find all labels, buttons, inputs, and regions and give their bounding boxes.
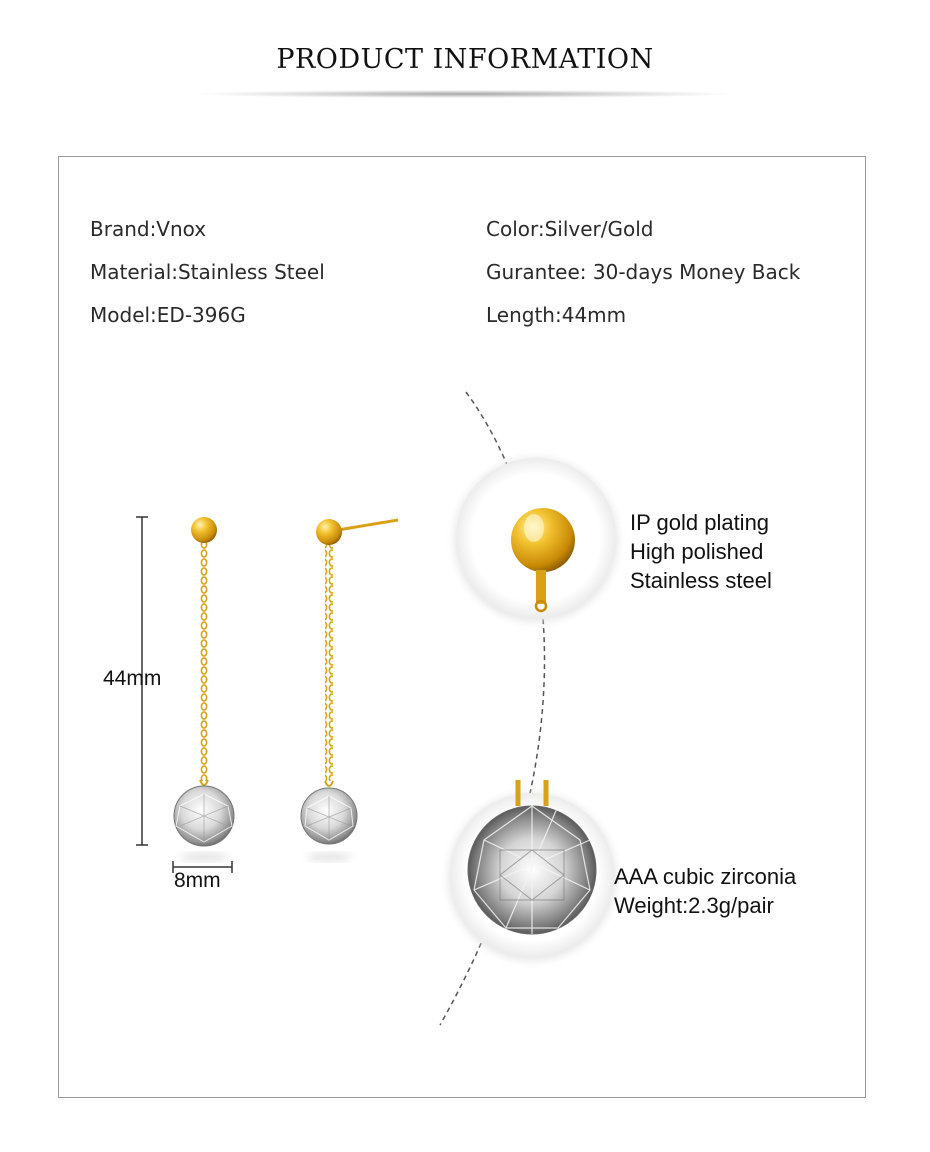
plating-callout-line2: High polished — [630, 539, 764, 564]
plating-callout — [630, 508, 772, 595]
width-dimension-label: 8mm — [174, 869, 221, 892]
earring-side — [301, 519, 398, 861]
stone-callout-line1: AAA cubic zirconia — [614, 864, 797, 889]
detail-circle-plating — [454, 458, 618, 622]
spec-color: Color:Silver/Gold — [486, 217, 654, 241]
stone-callout-line2: Weight:2.3g/pair — [614, 893, 774, 918]
stone-callout — [614, 862, 796, 920]
spec-guarantee: Gurantee: 30-days Money Back — [486, 260, 801, 284]
length-dimension-label: 44mm — [103, 667, 162, 690]
detail-circle-stone — [448, 780, 616, 961]
plating-callout-line3: Stainless steel — [630, 568, 772, 593]
spec-model: Model:ED-396G — [90, 303, 246, 327]
spec-material: Material:Stainless Steel — [90, 260, 325, 284]
page-title: PRODUCT INFORMATION — [276, 44, 654, 75]
earring-front — [174, 517, 234, 861]
spec-brand: Brand:Vnox — [90, 217, 207, 241]
spec-length: Length:44mm — [486, 303, 627, 327]
plating-callout-line1: IP gold plating — [630, 510, 770, 535]
